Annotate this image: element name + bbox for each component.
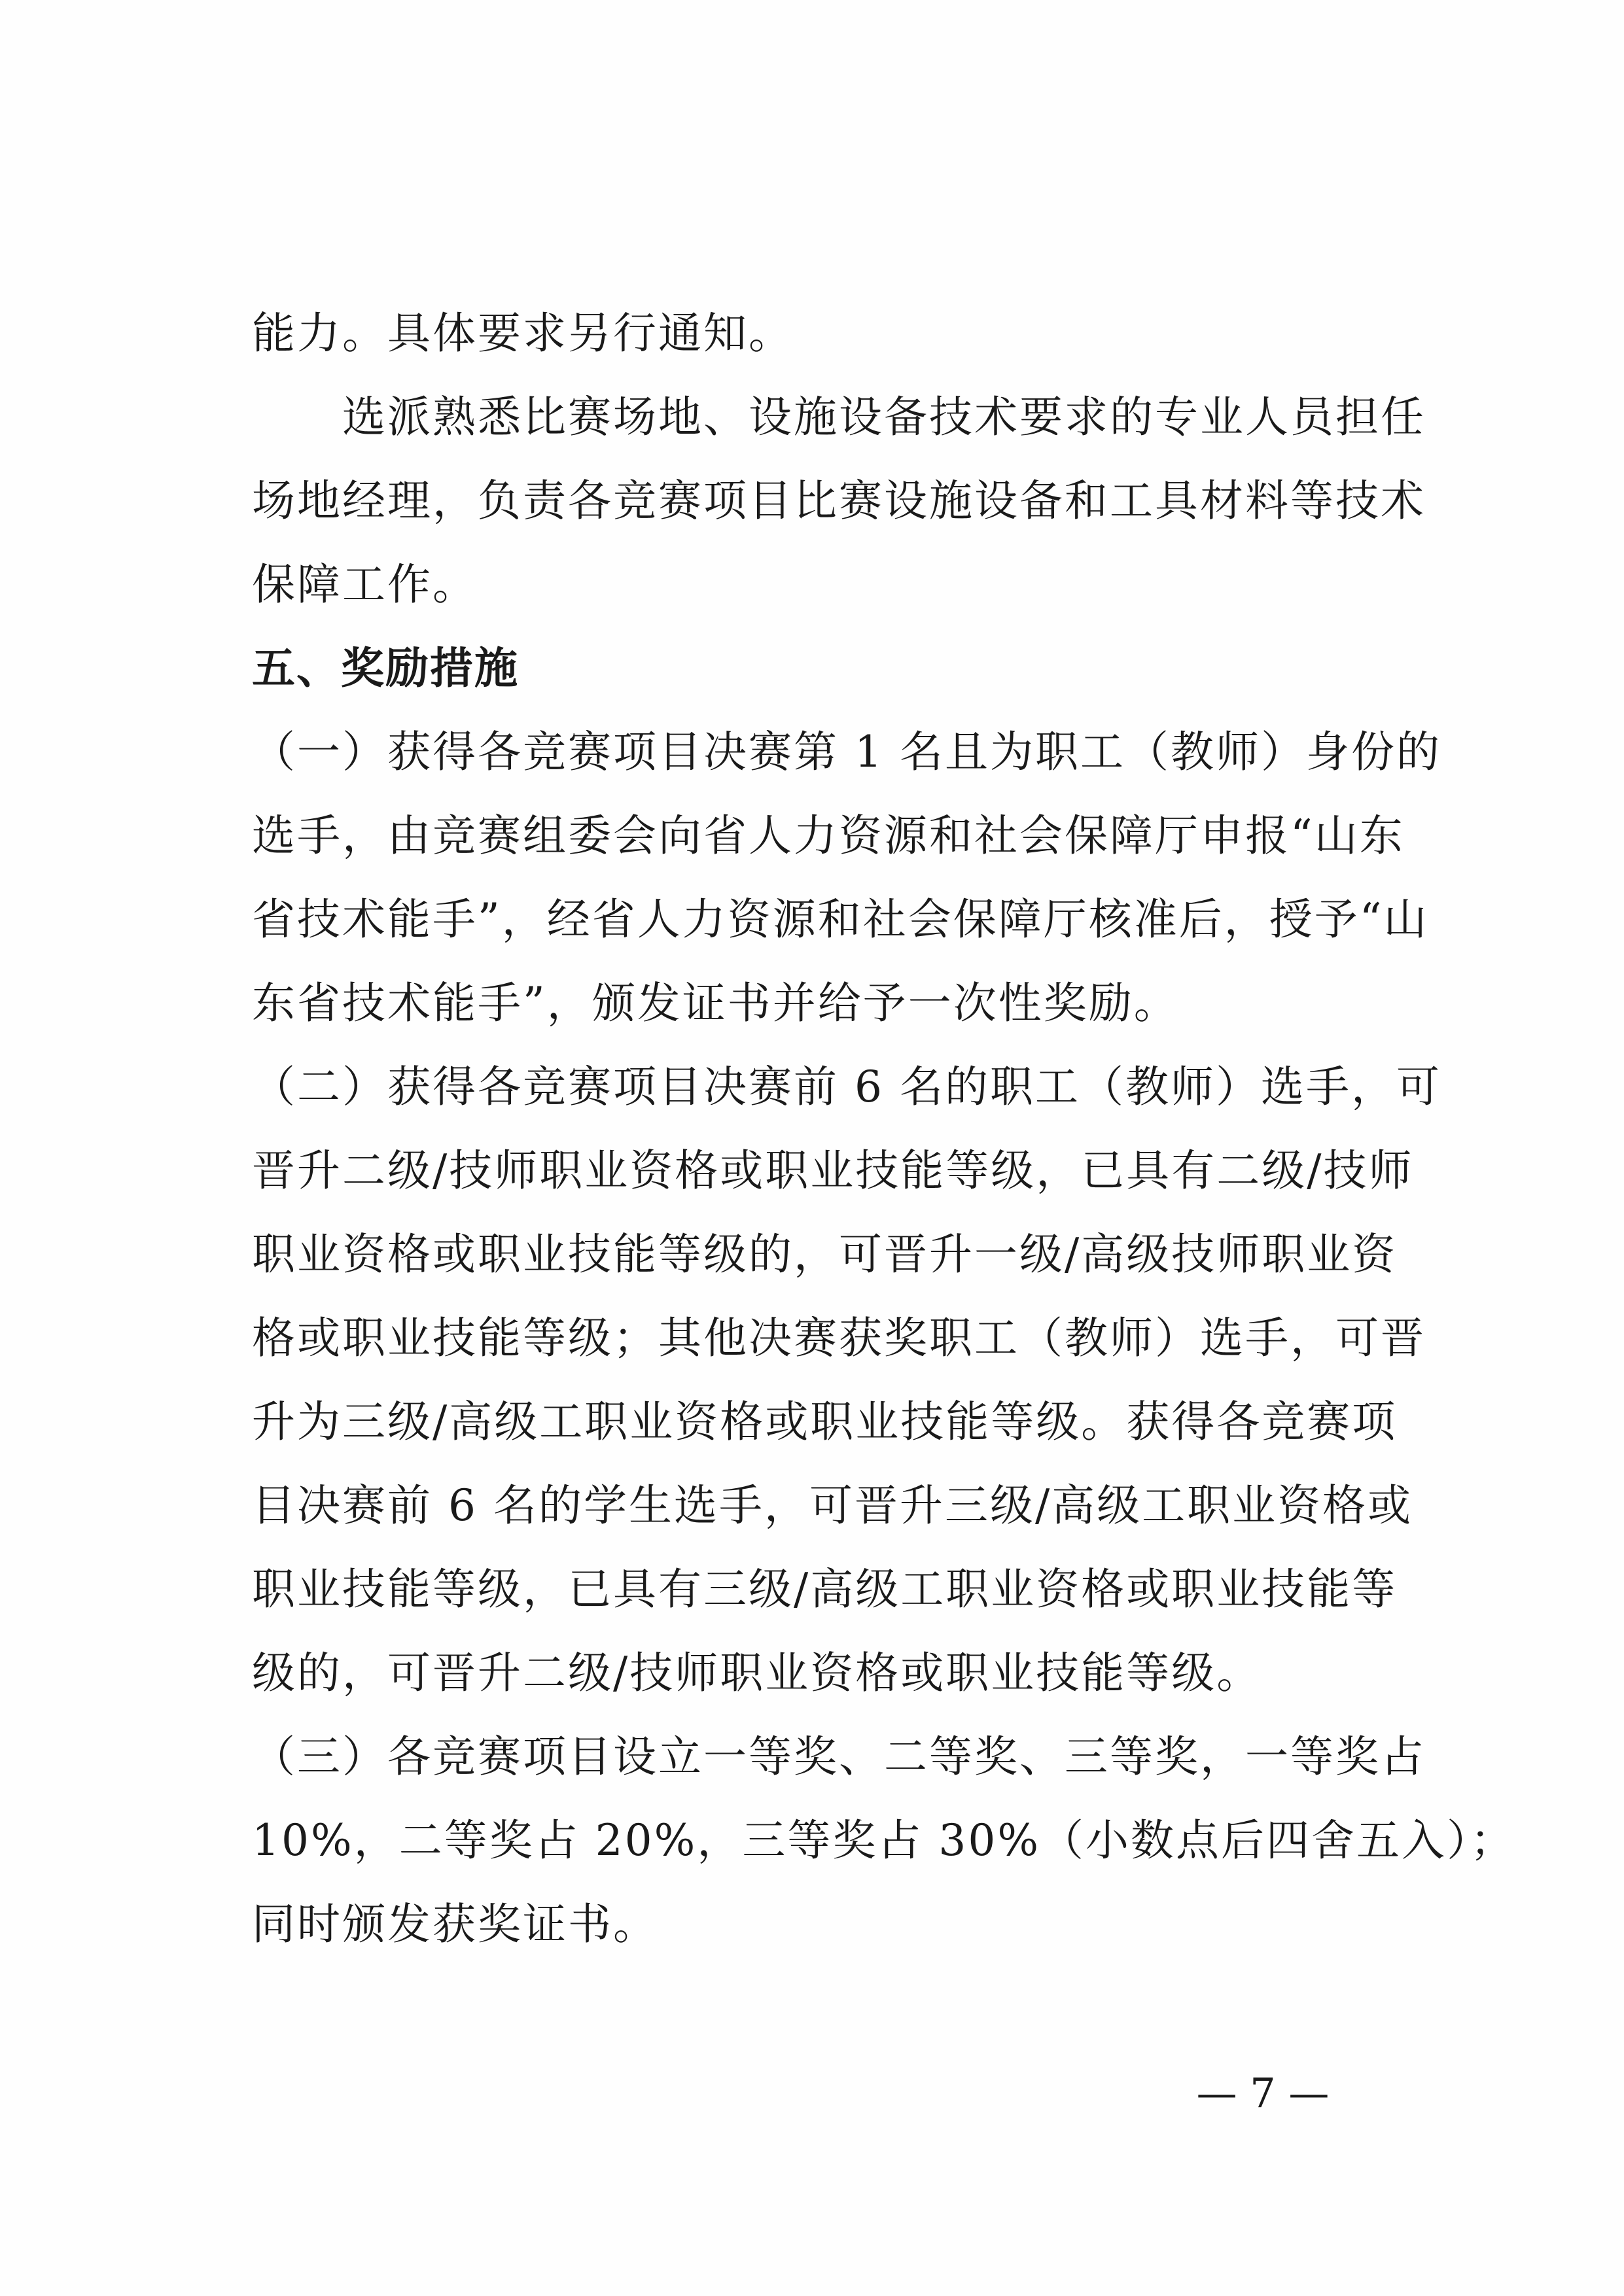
text-line: 职业技能等级，已具有三级/高级工职业资格或职业技能等: [252, 1564, 1398, 1614]
text-line: 场地经理，负责各竞赛项目比赛设施设备和工具材料等技术: [252, 476, 1426, 526]
text-line: 升为三级/高级工职业资格或职业技能等级。获得各竞赛项: [252, 1397, 1398, 1447]
text-line: 选派熟悉比赛场地、设施设备技术要求的专业人员担任: [252, 392, 1426, 442]
section-heading: 五、奖励措施: [252, 643, 519, 693]
text-line: 同时颁发获奖证书。: [252, 1899, 658, 1949]
text-line: 目决赛前 6 名的学生选手，可晋升三级/高级工职业资格或: [252, 1480, 1413, 1531]
text-line: 能力。具体要求另行通知。: [252, 308, 794, 358]
text-line: 保障工作。: [252, 559, 478, 610]
text-line: 省技术能手”，经省人力资源和社会保障厅核准后，授予“山: [252, 894, 1429, 945]
text-line: （二）获得各竞赛项目决赛前 6 名的职工（教师）选手，可: [252, 1062, 1441, 1112]
text-line: 选手，由竞赛组委会向省人力资源和社会保障厅申报“山东: [252, 810, 1405, 861]
text-line: 级的，可晋升二级/技师职业资格或职业技能等级。: [252, 1648, 1262, 1698]
text-line: （三）各竞赛项目设立一等奖、二等奖、三等奖，一等奖占: [252, 1731, 1426, 1782]
page-number: — 7 —: [1196, 2069, 1330, 2117]
text-line: 晋升二级/技师职业资格或职业技能等级，已具有二级/技师: [252, 1145, 1414, 1196]
text-line: 10%，二等奖占 20%，三等奖占 30%（小数点后四舍五入）；: [252, 1815, 1516, 1866]
text-line: 职业资格或职业技能等级的，可晋升一级/高级技师职业资: [252, 1229, 1398, 1279]
text-line: （一）获得各竞赛项目决赛第 1 名且为职工（教师）身份的: [252, 727, 1441, 777]
text-line: 格或职业技能等级；其他决赛获奖职工（教师）选手，可晋: [252, 1313, 1426, 1363]
text-line: 东省技术能手”，颁发证书并给予一次性奖励。: [252, 978, 1179, 1028]
